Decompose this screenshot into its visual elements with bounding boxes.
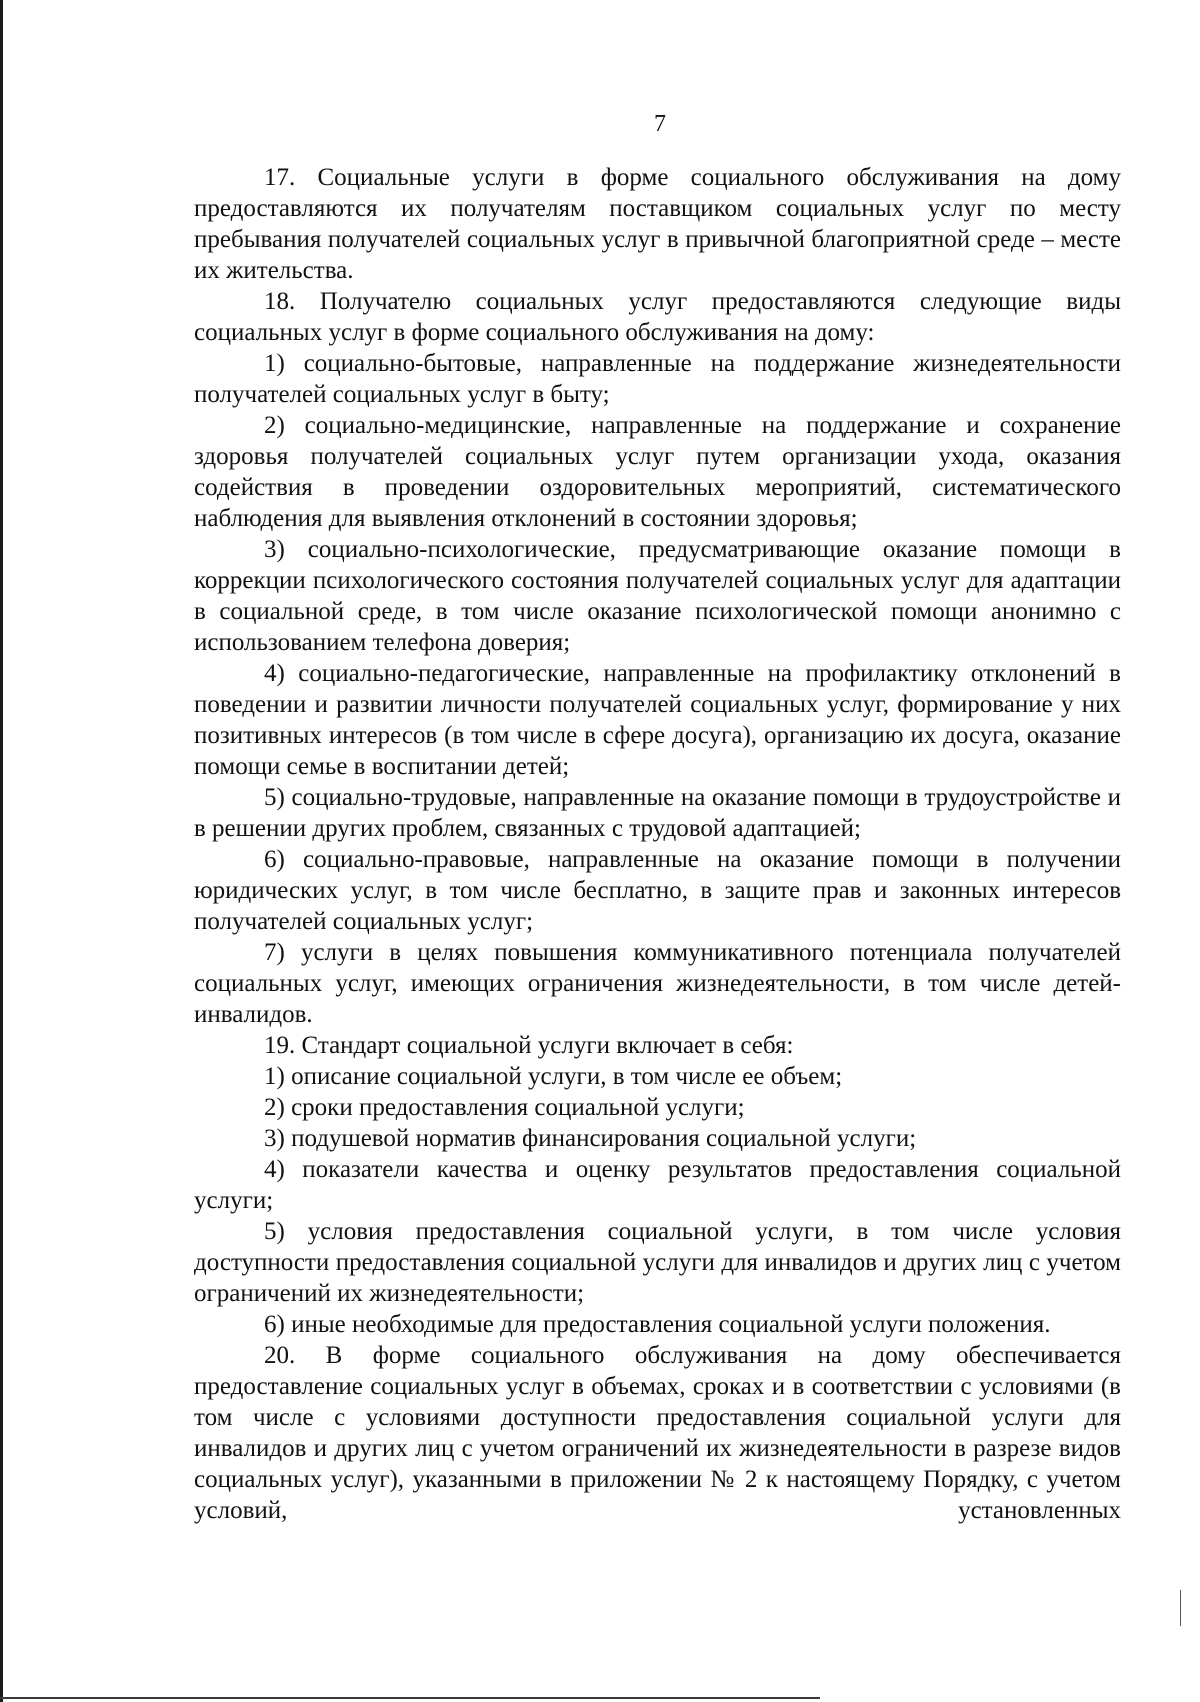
list-item-18-3: 3) социально-психологические, предусматривающие оказание помощи в коррекции психологического состояния получателей социальных услуг для адаптации в социальной среде, в том числе оказание психологической помощи анонимно с использованием телефона доверия; [194,536,1121,656]
list-item-19-4: 4) показатели качества и оценку результатов предоставления социальной услуги; [194,1156,1121,1214]
list-item-19-2: 2) сроки предоставления социальной услуги; [264,1094,745,1121]
list-item-18-1: 1) социально-бытовые, направленные на поддержание жизнедеятельности получателей социальных услуг в быту; [194,350,1121,408]
paragraph-18: 18. Получателю социальных услуг предоставляются следующие виды социальных услуг в форме социального обслуживания на дому: [194,288,1121,346]
list-item-19-3: 3) подушевой норматив финансирования социальной услуги; [264,1125,917,1152]
document-body [194,162,1121,1526]
list-item-19-1: 1) описание социальной услуги, в том числе ее объем; [264,1063,843,1090]
list-item-19-5: 5) условия предоставления социальной услуги, в том числе условия доступности предоставления социальной услуги для инвалидов и других лиц с учетом ограничений их жизнедеятельности; [194,1218,1121,1307]
list-item-18-7: 7) услуги в целях повышения коммуникативного потенциала получателей социальных услуг, имеющих ограничения жизнедеятельности, в том числе детей-инвалидов. [194,939,1121,1028]
scan-edge-bottom [0,1697,820,1699]
list-item-19-6: 6) иные необходимые для предоставления социальной услуги положения. [264,1311,1051,1338]
page-number: 7 [654,111,666,137]
paragraph-19: 19. Стандарт социальной услуги включает в себя: [264,1032,794,1059]
list-item-18-6: 6) социально-правовые, направленные на оказание помощи в получении юридических услуг, в том числе бесплатно, в защите прав и законных интересов получателей социальных услуг; [194,846,1121,935]
paragraph-17: 17. Социальные услуги в форме социального обслуживания на дому предоставляются их получателям поставщиком социальных услуг по месту пребывания получателей социальных услуг в привычной благоприятной среде – месте их жительства. [194,164,1121,284]
list-item-18-4: 4) социально-педагогические, направленные на профилактику отклонений в поведении и развитии личности получателей социальных услуг, формирование у них позитивных интересов (в том числе в сфере досуга), организацию их досуга, оказание помощи семье в воспитании детей; [194,660,1121,780]
list-item-18-5: 5) социально-трудовые, направленные на оказание помощи в трудоустройстве и в решении других проблем, связанных с трудовой адаптацией; [194,784,1121,842]
paragraph-20: 20. В форме социального обслуживания на дому обеспечивается предоставление социальных услуг в объемах, сроках и в соответствии с условиями (в том числе с условиями доступности предоставления социальной услуги для инвалидов и других лиц с учетом ограничений их жизнедеятельности в разрезе видов социальных услуг), указанными в приложении № 2 к настоящему Порядку, с учетом условий, установленных [194,1342,1121,1524]
scan-mark-right [1180,1590,1181,1626]
list-item-18-2: 2) социально-медицинские, направленные на поддержание и сохранение здоровья получателей социальных услуг путем организации ухода, оказания содействия в проведении оздоровительных мероприятий, систематического наблюдения для выявления отклонений в состоянии здоровья; [194,412,1121,532]
scan-edge-left [0,0,3,1702]
